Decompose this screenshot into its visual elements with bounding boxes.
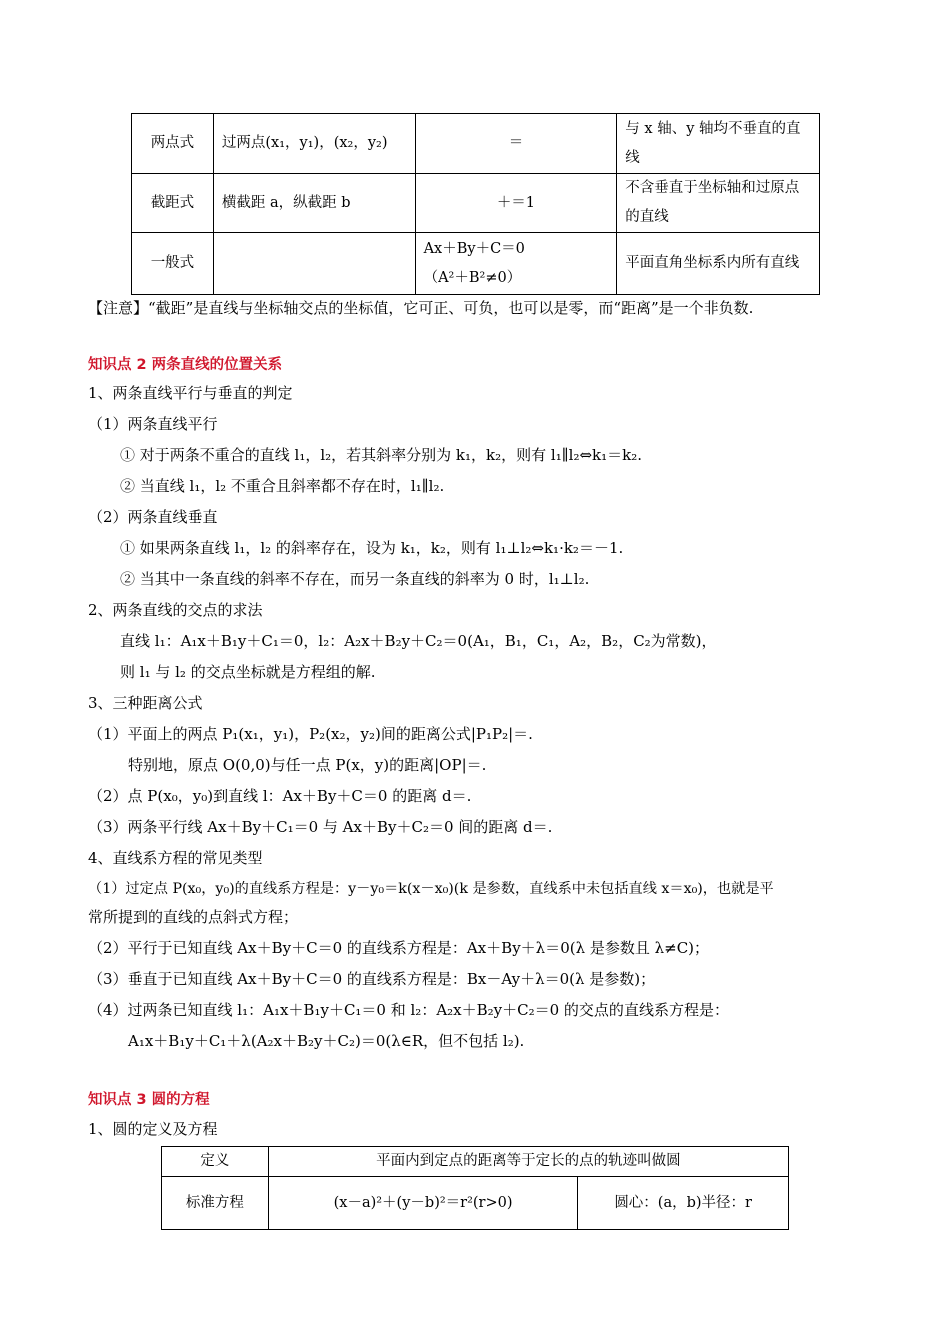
table-row xyxy=(162,1147,789,1177)
row-condition xyxy=(213,233,415,295)
text-line: 常所提到的直线的点斜式方程； xyxy=(88,908,299,926)
text-line: ① 如果两条直线 l₁，l₂ 的斜率存在，设为 k₁，k₂，则有 l₁⊥l₂⇔k₁·k₂＝－1. xyxy=(120,539,624,557)
circle-equation-table xyxy=(161,1146,789,1230)
text-line: （4）过两条已知直线 l₁：A₁x＋B₁y＋C₁＝0 和 l₂：A₂x＋B₂y＋C₂＝0 的交点的直线系方程是： xyxy=(88,1001,729,1019)
row-equation xyxy=(415,233,617,295)
table-row xyxy=(132,114,820,174)
text-line: （2）平行于已知直线 Ax＋By＋C＝0 的直线系方程是：Ax＋By＋λ＝0(λ 是参数且 λ≠C)； xyxy=(88,939,710,957)
text-line: （1）平面上的两点 P₁(x₁，y₁)，P₂(x₂，y₂)间的距离公式|P₁P₂|＝. xyxy=(88,725,533,743)
std-equation: (x－a)²＋(y－b)²＝r²(r>0) xyxy=(268,1177,577,1230)
text-line: （1）两条直线平行 xyxy=(88,415,218,433)
row-name: 截距式 xyxy=(132,174,214,233)
def-label: 定义 xyxy=(162,1147,269,1177)
section-body xyxy=(88,383,888,1063)
std-center: 圆心：(a，b)半径：r xyxy=(578,1177,789,1230)
text-line: （1）过定点 P(x₀，y₀)的直线系方程是：y－y₀＝k(x－x₀)(k 是参数，直线系中未包括直线 x＝x₀)，也就是平 xyxy=(88,881,774,897)
line-equation-table xyxy=(131,113,820,295)
row-equation: ＝ xyxy=(415,114,617,174)
text-line: 直线 l₁：A₁x＋B₁y＋C₁＝0，l₂：A₂x＋B₂y＋C₂＝0(A₁，B₁，C₁，A₂，B₂，C₂为常数)， xyxy=(120,632,717,650)
std-label: 标准方程 xyxy=(162,1177,269,1230)
table-row xyxy=(132,174,820,233)
text-line: ② 当直线 l₁，l₂ 不重合且斜率都不存在时，l₁∥l₂. xyxy=(120,477,445,495)
row-condition: 过两点(x₁，y₁)，(x₂，y₂) xyxy=(213,114,415,174)
note-text: 【注意】“截距”是直线与坐标轴交点的坐标值，它可正、可负，也可以是零，而“距离”是一个非负数. xyxy=(88,299,754,317)
text-line: ① 对于两条不重合的直线 l₁，l₂，若其斜率分别为 k₁，k₂，则有 l₁∥l₂⇔k₁＝k₂. xyxy=(120,446,642,464)
text-line: ② 当其中一条直线的斜率不存在，而另一条直线的斜率为 0 时，l₁⊥l₂. xyxy=(120,570,590,588)
row-scope: 不含垂直于坐标轴和过原点的直线 xyxy=(617,174,820,233)
text-line: 1、圆的定义及方程 xyxy=(88,1120,218,1138)
table-row xyxy=(162,1177,789,1230)
text-line: （2）两条直线垂直 xyxy=(88,508,218,526)
equation-line: Ax＋By＋C＝0 xyxy=(423,240,525,257)
row-scope: 与 x 轴、y 轴均不垂直的直线 xyxy=(617,114,820,174)
text-line: （2）点 P(x₀，y₀)到直线 l：Ax＋By＋C＝0 的距离 d＝. xyxy=(88,787,472,805)
text-line: A₁x＋B₁y＋C₁＋λ(A₂x＋B₂y＋C₂)＝0(λ∈R，但不包括 l₂). xyxy=(128,1032,525,1050)
text-line: （3）垂直于已知直线 Ax＋By＋C＝0 的直线系方程是：Bx－Ay＋λ＝0(λ 是参数)； xyxy=(88,970,656,988)
row-name: 两点式 xyxy=(132,114,214,174)
row-scope: 平面直角坐标系内所有直线 xyxy=(617,233,820,295)
text-line: 4、直线系方程的常见类型 xyxy=(88,849,263,867)
row-name: 一般式 xyxy=(132,233,214,295)
text-line: 3、三种距离公式 xyxy=(88,694,203,712)
section-title: 知识点 2 两条直线的位置关系 xyxy=(88,357,283,373)
section-title: 知识点 3 圆的方程 xyxy=(88,1092,210,1108)
text-line: 1、两条直线平行与垂直的判定 xyxy=(88,384,293,402)
def-text: 平面内到定点的距离等于定长的点的轨迹叫做圆 xyxy=(268,1147,788,1177)
equation-condition: （A²＋B²≠0） xyxy=(423,269,522,286)
row-equation: ＋＝1 xyxy=(415,174,617,233)
text-line: 则 l₁ 与 l₂ 的交点坐标就是方程组的解. xyxy=(120,663,376,681)
row-condition: 横截距 a，纵截距 b xyxy=(213,174,415,233)
table-row xyxy=(132,233,820,295)
text-line: 2、两条直线的交点的求法 xyxy=(88,601,263,619)
text-line: 特别地，原点 O(0,0)与任一点 P(x，y)的距离|OP|＝. xyxy=(128,756,487,774)
text-line: （3）两条平行线 Ax＋By＋C₁＝0 与 Ax＋By＋C₂＝0 间的距离 d＝. xyxy=(88,818,553,836)
